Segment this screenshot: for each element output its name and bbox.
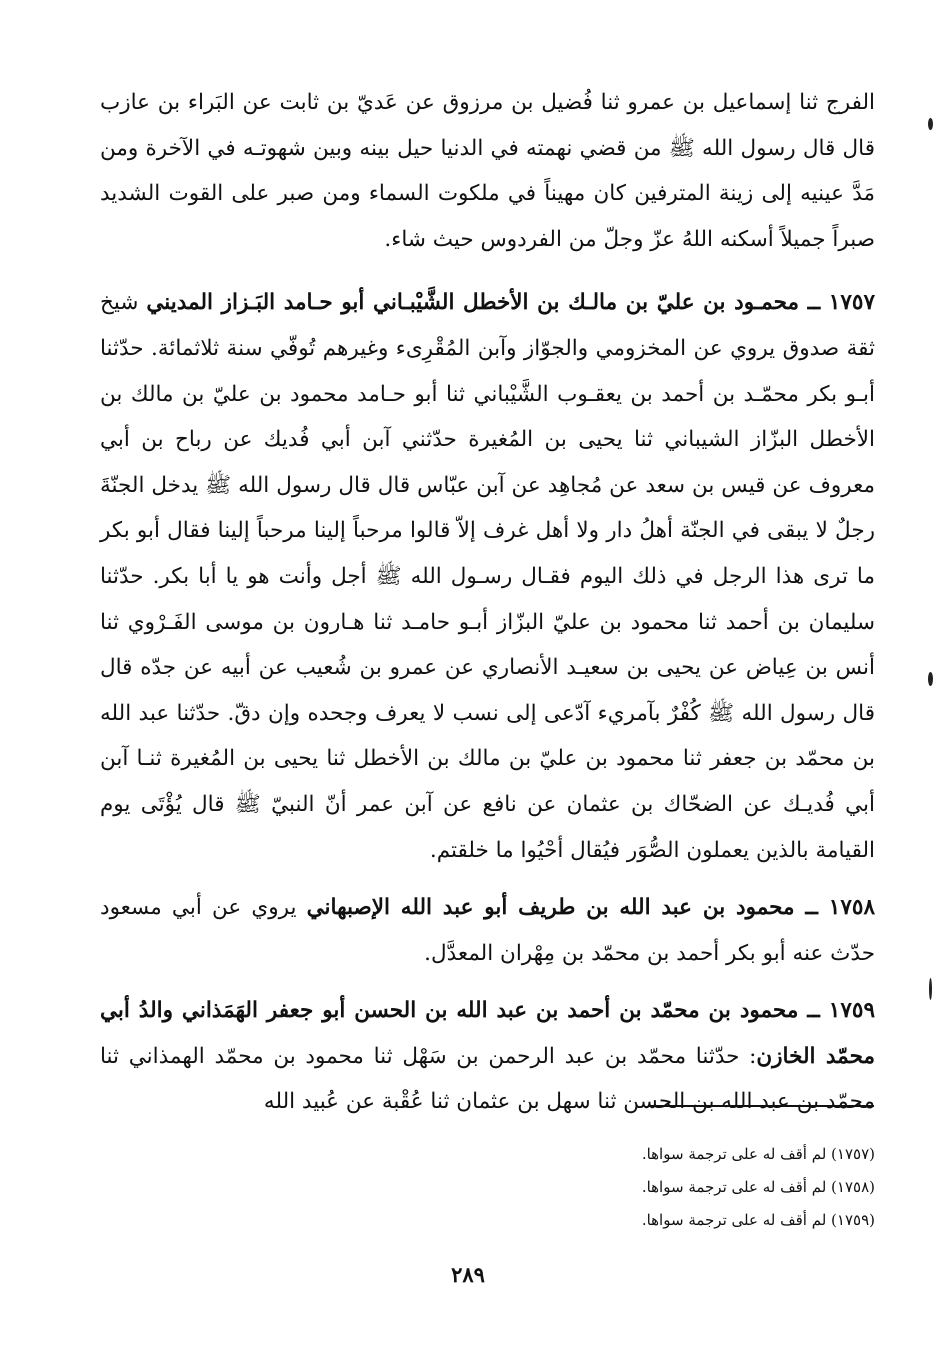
paragraph-text: الفرج ثنا إسماعيل بن عمرو ثنا فُضيل بن مرزوق عن عَديّ بن ثابت عن البَراء بن عازب قال قال رسول الله ﷺ من قضي نهمته في الدنيا حيل بينه وبين شهوتـه في الآخرة ومن مَدَّ عينيه إلى زينة المترفين كان مهيناً في ملكوت السماء ومن صبر على القوت الشديد صبراً جميلاً أسكنه اللهُ عزّ وجلّ من الفردوس حيث شاء. — [100, 90, 875, 252]
main-text — [100, 80, 875, 1137]
entry-heading: ١٧٥٧ ــ محمـود بن عليّ بن مالـك بن الأخطل الشَّيْبـاني أبو حـامد البَـزاز المديني — [146, 290, 875, 316]
entry-1757 — [100, 280, 875, 873]
footnote-divider — [648, 1105, 874, 1107]
scan-speck — [928, 118, 933, 130]
paragraph-continuation — [100, 80, 875, 262]
entry-1758 — [100, 885, 875, 976]
entry-heading: ١٧٥٩ ــ محمود بن محمّد بن أحمد بن عبد الله بن الحسن أبو جعفر الهَمَذاني والدُ أبي محمّد الخازن — [100, 998, 875, 1069]
footnote-1758: (١٧٥٨) لم أقف له على ترجمة سواها. — [641, 1178, 875, 1196]
page-number: ٢٨٩ — [451, 1262, 485, 1287]
entry-heading: ١٧٥٨ ــ محمود بن عبد الله بن طريف أبو عبد الله الإصبهاني — [306, 895, 875, 921]
paragraph-text: شيخ ثقة صدوق يروي عن المخزومي والجوّاز وآبن المُقْرِىء وغيرهم تُوفّي سنة ثلاثمائة. حدّثنا أبـو بكر محمّـد بن أحمد بن يعقـوب الشَّيْباني ثنا أبو حـامد محمود بن عليّ بن مالك بن الأخطل البزّاز الشيباني ثنا يحيى بن المُغيرة حدّثني آبن أبي فُديك عن رباح بن أبي معروف عن قيس بن سعد عن مُجاهِد عن آبن عبّاس قال قال رسول الله ﷺ يدخل الجنّةَ رجلٌ لا يبقى في الجنّة أهلُ دار ولا أهل غرف إلاّ قالوا مرحباً إلينا مرحباً إلينا فقال أبو بكر ما ترى هذا الرجل في ذلك اليوم فقـال رسـول الله ﷺ أجل وأنت هو يا أبا بكر. حدّثنا سليمان بن أحمد ثنا محمود بن عليّ البزّاز أبـو حامـد ثنا هـارون بن موسى الفَـرْوي ثنا أنس بن عِياض عن يحيى بن سعيـد الأنصاري عن عمرو بن شُعيب عن أبيه عن جدّه قال قال رسول الله ﷺ كُفْرٌ بآمريء آدّعى إلى نسب لا يعرف وجحده وإن دقّ. حدّثنا عبد الله بن محمّد بن جعفر ثنا محمود بن عليّ بن مالك بن الأخطل ثنا يحيى بن المُغيرة ثنـا آبن أبي فُديـك عن الضحّاك بن عثمان عن نافع عن آبن عمر أنّ النبيّ ﷺ قال يُؤْتَى يوم القيامة بالذين يعملون الصُّوَر فيُقال أحْيُوا ما خلقتم. — [100, 290, 875, 863]
paragraph-text: : حدّثنا محمّد بن عبد الرحمن بن سَهْل ثنا محمود بن محمّد الهمذاني ثنا محمّد بن عبد الله بن الحسن ثنا سهل بن عثمان ثنا عُقْبة عن عُبيد الله — [100, 1043, 875, 1115]
scan-speck — [929, 978, 932, 1000]
footnote-1759: (١٧٥٩) لم أقف له على ترجمة سواها. — [641, 1211, 875, 1229]
footnote-1757: (١٧٥٧) لم أقف له على ترجمة سواها. — [641, 1145, 875, 1163]
paragraph-text: يروي عن أبي مسعود حدّث عنه أبو بكر أحمد بن محمّد بن مِهْران المعدَّل. — [100, 895, 875, 966]
scan-speck — [928, 672, 933, 686]
footnotes — [420, 1138, 875, 1237]
